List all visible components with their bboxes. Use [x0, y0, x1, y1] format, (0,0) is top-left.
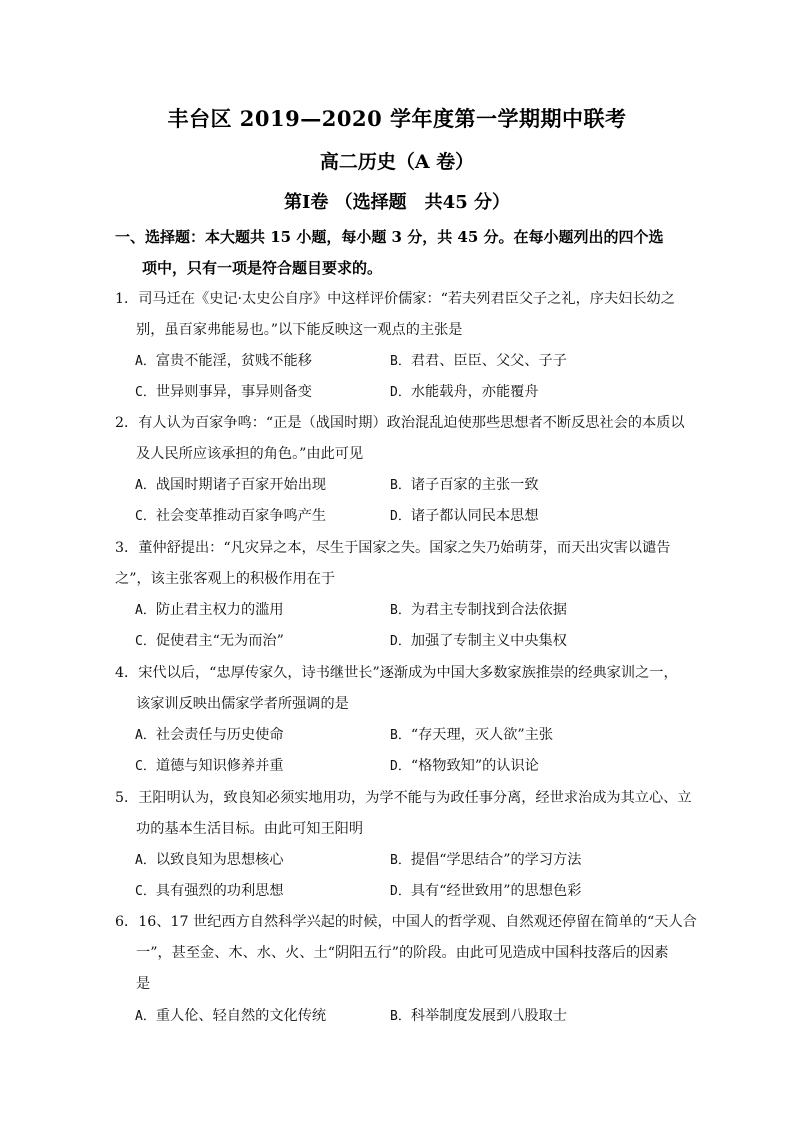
question-3-line-2: 之”，该主张客观上的积极作用在于: [115, 571, 336, 587]
option-b: B．科举制度发展到八股取士: [390, 1008, 567, 1024]
option-a: A．社会责任与历史使命: [135, 727, 284, 743]
option-d: D．具有“经世致用”的思想色彩: [390, 883, 582, 899]
question-1: [115, 284, 697, 346]
option-c: C．社会变革推动百家争鸣产生: [135, 508, 327, 524]
question-5-line-1: 5．王阳明认为，致良知必须实地用功，为学不能与为政任事分离，经世求治成为其立心、立: [115, 790, 692, 806]
question-4-options: [135, 720, 695, 782]
question-6: [115, 907, 697, 1000]
question-2-line-1: 2．有人认为百家争鸣：“正是（战国时期）政治混乱迫使那些思想者不断反思社会的本质以: [115, 415, 685, 431]
question-3-options: [135, 595, 695, 657]
question-2-options: [135, 470, 695, 532]
question-5-options: [135, 845, 695, 907]
question-4-line-1: 4．宋代以后，“忠厚传家久，诗书继世长”逐渐成为中国大多数家族推崇的经典家训之一，: [115, 665, 678, 681]
question-2-line-2: 及人民所应该承担的角色。”由此可见: [136, 446, 364, 462]
option-d: D．水能载舟，亦能覆舟: [390, 384, 539, 400]
exam-subtitle: 高二历史（A 卷）: [319, 151, 475, 173]
question-1-options: [135, 346, 695, 408]
question-4: [115, 658, 697, 720]
exam-title: 丰台区 2019—2020 学年度第一学期期中联考: [167, 106, 627, 131]
section-instructions: [115, 222, 695, 284]
section-instructions-line1: 一、选择题：本大题共 15 小题，每小题 3 分，共 45 分。在每小题列出的四个选: [115, 228, 664, 246]
option-c: C．具有强烈的功利思想: [135, 883, 284, 899]
option-a: A．富贵不能淫，贫贱不能移: [135, 353, 312, 369]
option-b: B．提倡“学思结合”的学习方法: [390, 852, 582, 868]
option-c: C．世异则事异，事异则备变: [135, 384, 312, 400]
option-a: A．战国时期诸子百家开始出现: [135, 477, 327, 493]
option-a: A．防止君主权力的滥用: [135, 602, 284, 618]
question-3: [115, 533, 697, 595]
question-3-line-1: 3．董仲舒提出：“凡灾异之本，尽生于国家之失。国家之失乃始萌芽，而天出灾害以谴告: [115, 540, 671, 556]
question-1-line-1: 1．司马迁在《史记·太史公自序》中这样评价儒家：“若夫列君臣父子之礼，序夫妇长幼之: [115, 291, 675, 307]
option-d: D．“格物致知”的认识论: [390, 758, 539, 774]
option-d: D．加强了专制主义中央集权: [390, 633, 567, 649]
question-6-line-1: 6．16、17 世纪西方自然科学兴起的时候，中国人的哲学观、自然观还停留在简单的“天人合: [115, 914, 697, 930]
part-heading: 第Ⅰ卷 （选择题 共45 分）: [283, 192, 510, 213]
option-a: A．以致良知为思想核心: [135, 852, 284, 868]
question-2: [115, 408, 697, 470]
option-b: B．诸子百家的主张一致: [390, 477, 539, 493]
option-b: B．为君主专制找到合法依据: [390, 602, 567, 618]
question-5: [115, 783, 697, 845]
question-6-line-3: 是: [136, 976, 151, 992]
question-5-line-2: 功的基本生活目标。由此可知王阳明: [136, 821, 364, 837]
question-1-line-2: 别，虽百家弗能易也。”以下能反映这一观点的主张是: [136, 322, 463, 338]
option-d: D．诸子都认同民本思想: [390, 508, 539, 524]
option-a: A．重人伦、轻自然的文化传统: [135, 1008, 327, 1024]
option-c: C．道德与知识修养并重: [135, 758, 284, 774]
option-b: B．君君、臣臣、父父、子子: [390, 353, 567, 369]
option-c: C．促使君主“无为而治”: [135, 633, 284, 649]
question-6-line-2: 一”，甚至金、木、水、火、土“阴阳五行”的阶段。由此可见造成中国科技落后的因素: [136, 945, 669, 961]
option-b: B．“存天理，灭人欲”主张: [390, 727, 554, 743]
section-instructions-line2: 项中，只有一项是符合题目要求的。: [142, 259, 383, 277]
question-6-options: [135, 1001, 695, 1032]
question-4-line-2: 该家训反映出儒家学者所强调的是: [136, 696, 349, 712]
